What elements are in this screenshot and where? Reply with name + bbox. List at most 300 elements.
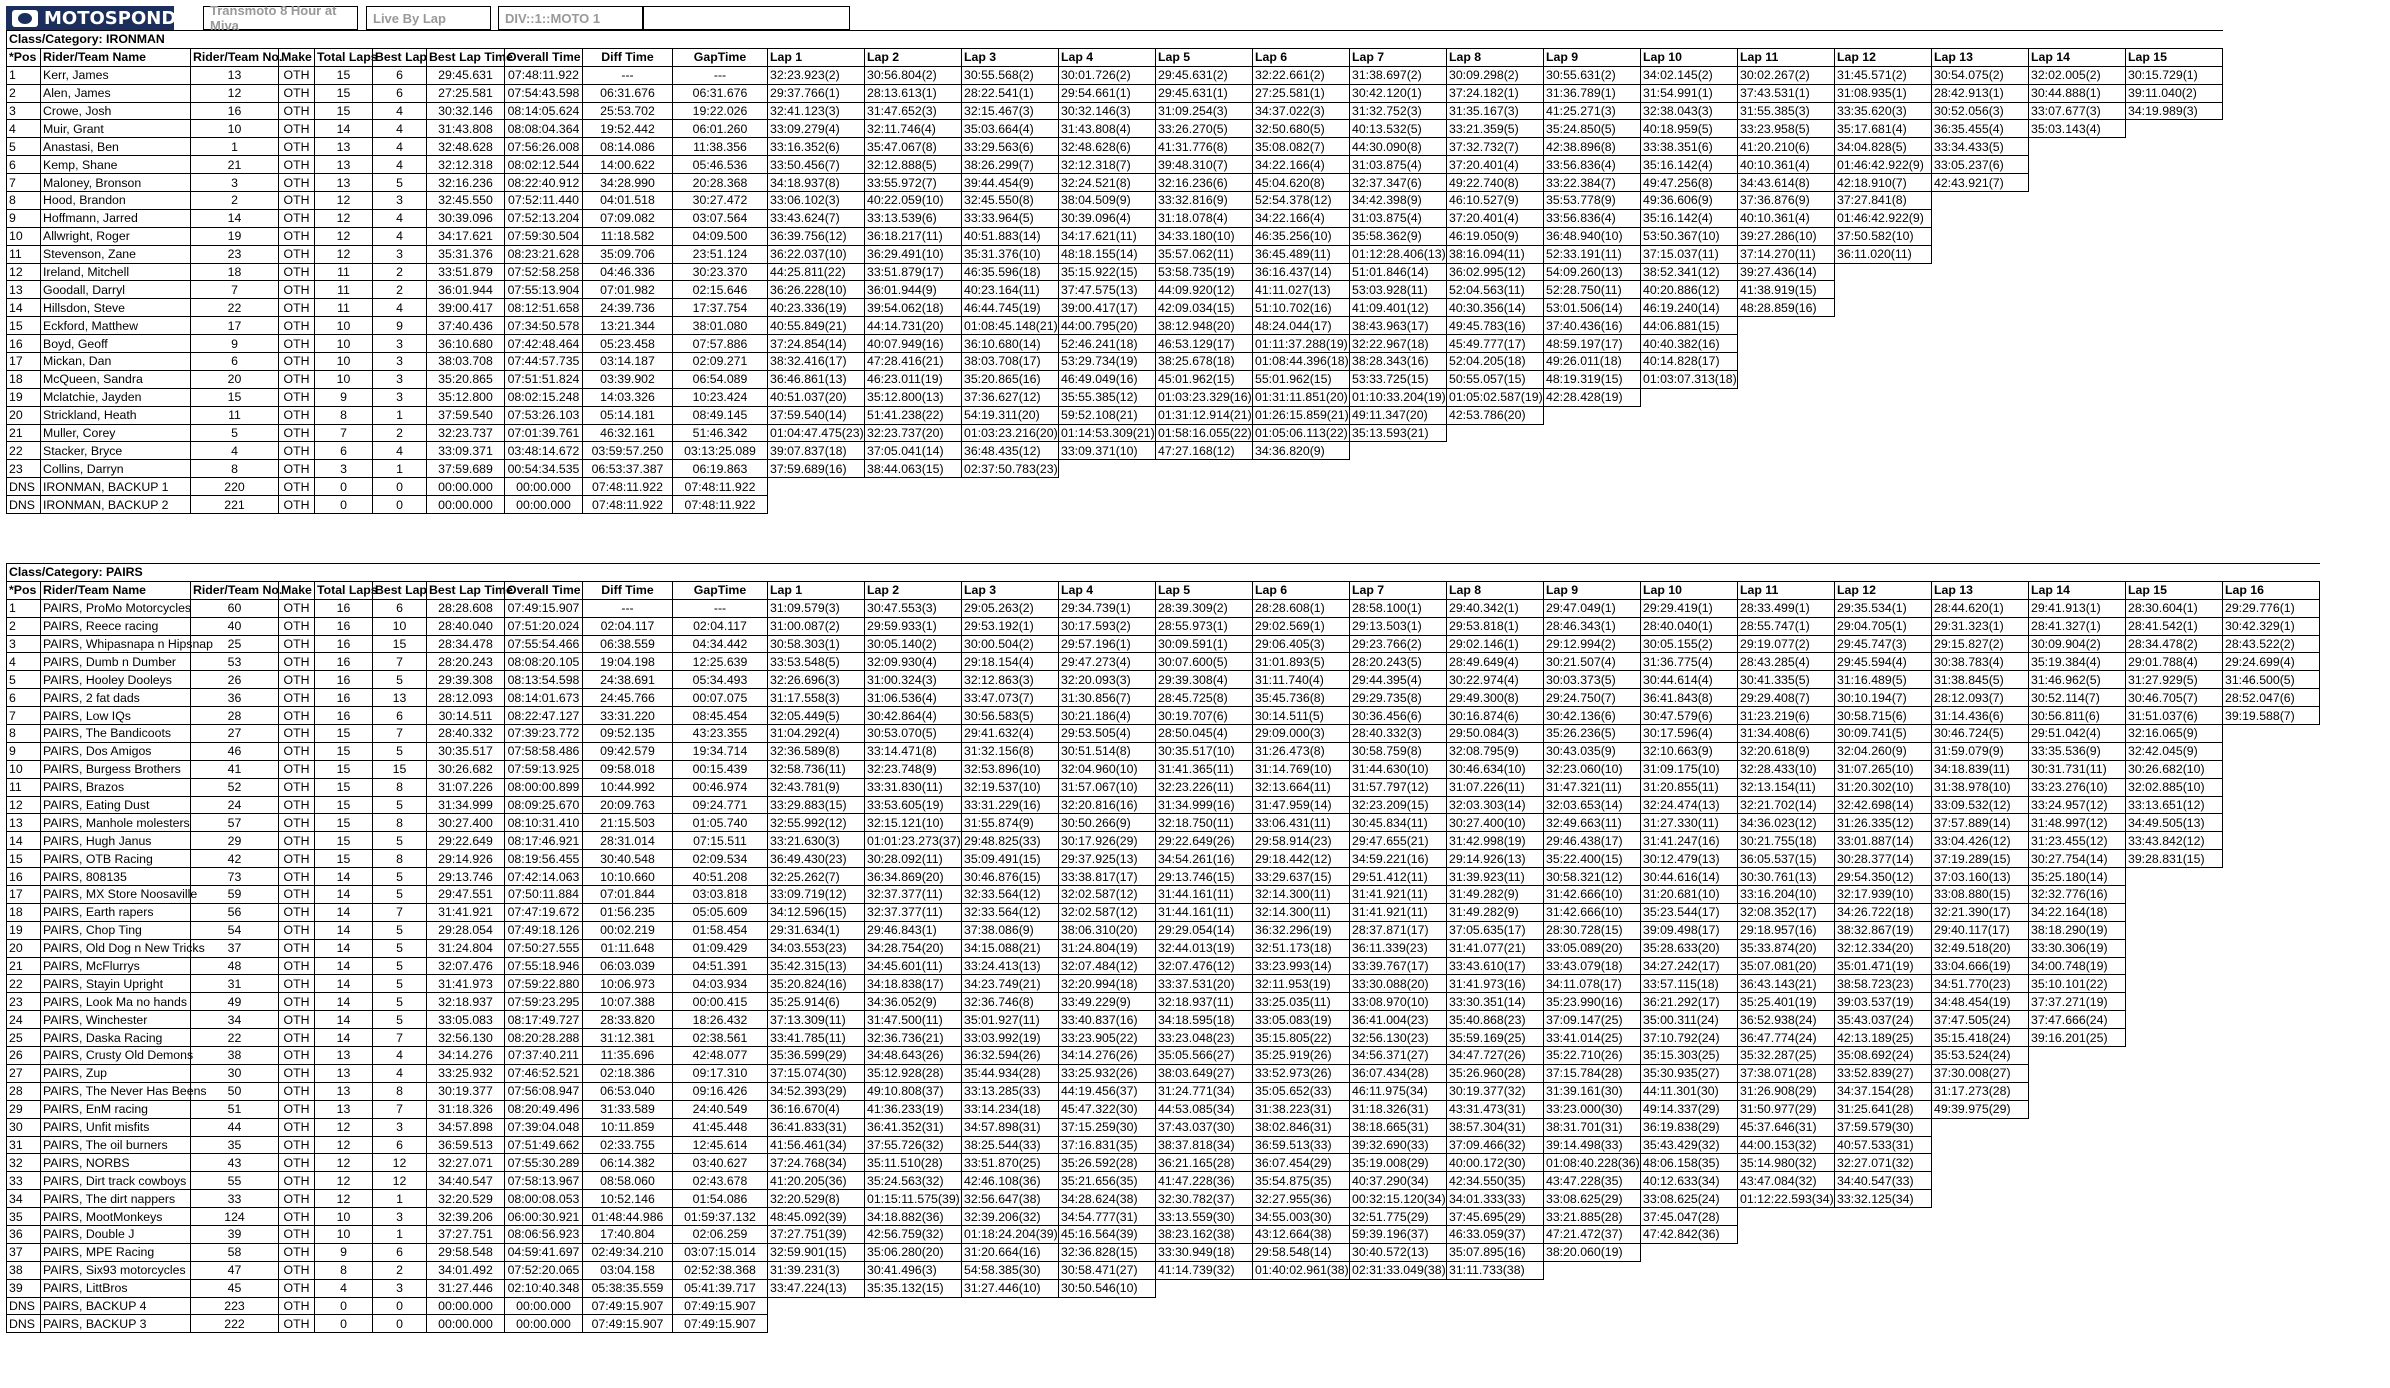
table-row[interactable] [7,689,2320,707]
lap-time: 29:40.117(17) [1932,921,2029,939]
lap-time: 32:16.236(6) [1156,174,1253,192]
result-cell: 12 [315,227,373,245]
table-row[interactable] [7,850,2320,868]
lap-time: 31:50.977(29) [1738,1100,1835,1118]
position: 29 [7,1100,41,1118]
table-row[interactable] [7,653,2320,671]
column-header[interactable]: GapTime [673,581,768,599]
table-row[interactable] [7,1172,2320,1190]
lap-time: 33:21.359(5) [1447,120,1544,138]
result-cell: 19:04.198 [583,653,673,671]
table-row[interactable] [7,1100,2320,1118]
table-row[interactable] [7,192,2223,210]
lap-time: 40:00.172(30) [1447,1154,1544,1172]
result-cell: 00:54:34.535 [505,460,583,478]
table-row[interactable] [7,299,2223,317]
lap-time: 32:33.564(12) [962,886,1059,904]
table-row[interactable] [7,424,2223,442]
lap-time: 29:24.750(7) [1544,689,1641,707]
column-header[interactable]: Diff Time [583,48,673,66]
table-row[interactable] [7,1297,2320,1315]
lap-time: 52:28.750(11) [1544,281,1641,299]
lap-time: 34:22.166(4) [1253,156,1350,174]
table-row[interactable] [7,406,2223,424]
result-cell: 02:04.117 [673,617,768,635]
table-row[interactable] [7,335,2223,353]
lap-time: 37:36.627(12) [962,388,1059,406]
lap-time: 34:02.145(2) [1641,66,1738,84]
lap-header[interactable]: Lap 10 [1641,48,1738,66]
lap-time: 47:27.168(12) [1156,442,1253,460]
table-row[interactable] [7,317,2223,335]
empty-cell [2126,868,2320,886]
lap-header[interactable]: Lap 7 [1350,581,1447,599]
table-row[interactable] [7,1011,2320,1029]
column-header[interactable]: Best Lap Time [427,581,505,599]
table-row[interactable] [7,617,2320,635]
lap-time: 37:05.041(14) [865,442,962,460]
table-row[interactable] [7,671,2320,689]
table-row[interactable] [7,1154,2320,1172]
lap-time: 42:13.189(25) [1835,1029,1932,1047]
position: 1 [7,599,41,617]
lap-time: 32:23.923(2) [768,66,865,84]
table-row[interactable] [7,245,2223,263]
column-header[interactable]: GapTime [673,48,768,66]
table-row[interactable] [7,921,2320,939]
result-cell: --- [583,66,673,84]
result-cell: OTH [279,778,315,796]
lap-time: 31:14.436(6) [1932,707,2029,725]
position: 4 [7,120,41,138]
table-row[interactable] [7,778,2320,796]
column-header[interactable]: Rider/Team Name [41,48,191,66]
lap-time: 32:43.781(9) [768,778,865,796]
table-row[interactable] [7,1029,2320,1047]
table-row[interactable] [7,1082,2320,1100]
lap-header[interactable]: Lap 15 [2126,48,2223,66]
lap-header[interactable]: Lap 9 [1544,48,1641,66]
lap-time: 44:25.811(22) [768,263,865,281]
lap-time: 38:28.343(16) [1350,353,1447,371]
lap-header[interactable]: Lap 10 [1641,581,1738,599]
lap-header[interactable]: Lap 5 [1156,581,1253,599]
table-row[interactable] [7,1225,2320,1243]
table-row[interactable] [7,227,2223,245]
result-cell: 03:07.564 [673,209,768,227]
lap-time: 29:53.192(1) [962,617,1059,635]
result-cell: 07:55:13.904 [505,281,583,299]
result-cell: 29:22.649 [427,832,505,850]
lap-time: 37:59.540(14) [768,406,865,424]
result-cell: 4 [373,442,427,460]
table-row[interactable] [7,388,2223,406]
result-cell: 1 [373,460,427,478]
rider-name: PAIRS, NORBS [41,1154,191,1172]
lap-time: 41:38.919(15) [1738,281,1835,299]
table-row[interactable] [7,707,2320,725]
lap-header[interactable]: Lap 15 [2126,581,2223,599]
column-header[interactable]: Rider/Team Name [41,581,191,599]
lap-header[interactable]: Lap 12 [1835,581,1932,599]
lap-time: 35:42.315(13) [768,957,865,975]
result-cell: 6 [373,707,427,725]
lap-time: 31:07.265(10) [1835,760,1932,778]
result-cell: OTH [279,1225,315,1243]
result-cell: 28:20.243 [427,653,505,671]
lap-time: 49:14.337(29) [1641,1100,1738,1118]
lap-time: 30:46.634(10) [1447,760,1544,778]
lap-time: 31:00.087(2) [768,617,865,635]
table-row[interactable] [7,353,2223,371]
lap-header[interactable]: Lap 12 [1835,48,1932,66]
result-cell: 26 [191,671,279,689]
lap-time: 37:27.841(8) [1835,192,1932,210]
lap-time: 29:50.084(3) [1447,725,1544,743]
division-name[interactable]: DIV::1::MOTO 1 [498,6,643,30]
result-cell: OTH [279,1100,315,1118]
result-cell: 03:48:14.672 [505,442,583,460]
column-header[interactable]: Overall Time [505,48,583,66]
lap-header[interactable]: Lap 6 [1253,48,1350,66]
table-row[interactable] [7,120,2223,138]
result-cell: 220 [191,478,279,496]
lap-time: 35:40.868(23) [1447,1011,1544,1029]
lap-time: 39:48.310(7) [1156,156,1253,174]
empty-cell [2126,1029,2320,1047]
lap-time: 40:23.164(11) [962,281,1059,299]
lap-time: 31:47.321(11) [1544,778,1641,796]
lap-time: 35:15.303(25) [1641,1047,1738,1065]
result-cell: 1 [373,1225,427,1243]
result-cell: 13 [315,174,373,192]
lap-time: 01:03:23.329(16) [1156,388,1253,406]
column-header[interactable]: Best Lap [373,48,427,66]
lap-time: 33:24.957(12) [2029,796,2126,814]
table-row[interactable] [7,496,2223,514]
table-row[interactable] [7,993,2320,1011]
lap-time: 45:49.777(17) [1447,335,1544,353]
table-row[interactable] [7,138,2223,156]
lap-time: 30:02.267(2) [1738,66,1835,84]
rider-name: Crowe, Josh [41,102,191,120]
table-row[interactable] [7,814,2320,832]
lap-time: 33:51.879(17) [865,263,962,281]
lap-time: 31:18.078(4) [1156,209,1253,227]
result-cell: 08:14.086 [583,138,673,156]
lap-time: 37:36.876(9) [1738,192,1835,210]
result-cell: 41 [191,760,279,778]
lap-time: 31:18.326(31) [1350,1100,1447,1118]
lap-time: 30:19.707(6) [1156,707,1253,725]
lap-time: 37:59.579(30) [1835,1118,1932,1136]
lap-time: 30:09.741(5) [1835,725,1932,743]
event-name[interactable]: Transmoto 8 Hour at Miva [203,6,358,30]
lap-time: 30:42.136(6) [1544,707,1641,725]
result-cell: 42:48.077 [673,1047,768,1065]
lap-time: 34:57.898(31) [962,1118,1059,1136]
table-row[interactable] [7,1315,2320,1333]
table-row[interactable] [7,796,2320,814]
lap-time: 49:11.347(20) [1350,406,1447,424]
result-cell: 00:00.000 [427,1297,505,1315]
table-row[interactable] [7,156,2223,174]
lap-time: 46:33.059(37) [1447,1225,1544,1243]
lap-header[interactable]: Lap 8 [1447,48,1544,66]
lap-header[interactable]: Lap 16 [2223,581,2320,599]
lap-time: 42:09.034(15) [1156,299,1253,317]
lap-header[interactable]: Lap 4 [1059,581,1156,599]
lap-time: 34:28.754(20) [865,939,962,957]
lap-header[interactable]: Lap 13 [1932,48,2029,66]
result-cell: 20:28.368 [673,174,768,192]
lap-time: 45:04.620(8) [1253,174,1350,192]
result-cell: 07:42:14.063 [505,868,583,886]
rider-name: Goodall, Darryl [41,281,191,299]
rider-name: PAIRS, Double J [41,1225,191,1243]
lap-time: 33:31.229(16) [962,796,1059,814]
result-cell: 06:53:37.387 [583,460,673,478]
lap-time: 36:11.020(11) [1835,245,1932,263]
column-header[interactable]: Best Lap Time [427,48,505,66]
lap-header[interactable]: Lap 1 [768,48,865,66]
result-cell: OTH [279,1261,315,1279]
result-cell: 38:03.708 [427,353,505,371]
table-row[interactable] [7,1208,2320,1226]
table-row[interactable] [7,868,2320,886]
result-cell: 37:40.436 [427,317,505,335]
column-header[interactable]: Total Laps [315,48,373,66]
result-cell: 07:55:54.466 [505,635,583,653]
lap-time: 31:47.652(3) [865,102,962,120]
lap-time: 39:44.454(9) [962,174,1059,192]
result-cell: 29:58.548 [427,1243,505,1261]
lap-header[interactable]: Lap 3 [962,48,1059,66]
lap-time: 35:19.008(29) [1350,1154,1447,1172]
table-row[interactable] [7,1243,2320,1261]
result-cell: 10:10.660 [583,868,673,886]
lap-time: 36:41.352(31) [865,1118,962,1136]
lap-time: 34:11.078(17) [1544,975,1641,993]
lap-time: 01:05:06.113(22) [1253,424,1350,442]
result-cell: 07:52:13.204 [505,209,583,227]
result-cell: 37:59.540 [427,406,505,424]
lap-time: 34:01.333(33) [1447,1190,1544,1208]
lap-time: 37:32.732(7) [1447,138,1544,156]
lap-header[interactable]: Lap 13 [1932,581,2029,599]
column-header[interactable]: Make [279,581,315,599]
lap-time: 31:06.536(4) [865,689,962,707]
lap-time: 36:05.537(15) [1738,850,1835,868]
table-row[interactable] [7,370,2223,388]
lap-header[interactable]: Lap 3 [962,581,1059,599]
rider-name: PAIRS, The Never Has Beens [41,1082,191,1100]
table-row[interactable] [7,975,2320,993]
rider-name: Mickan, Dan [41,353,191,371]
table-row[interactable] [7,903,2320,921]
column-header[interactable]: Rider/Team No. [191,581,279,599]
lap-time: 34:12.596(15) [768,903,865,921]
result-cell: OTH [279,1190,315,1208]
lap-time: 35:43.037(24) [1835,1011,1932,1029]
column-header[interactable]: Make [279,48,315,66]
result-cell: 37:27.751 [427,1225,505,1243]
lap-header[interactable]: Lap 11 [1738,48,1835,66]
lap-time: 31:38.845(5) [1932,671,2029,689]
lap-time: 30:46.876(15) [962,868,1059,886]
lap-time: 29:02.146(1) [1447,635,1544,653]
result-cell: 06:38.559 [583,635,673,653]
result-cell: --- [673,66,768,84]
result-cell: 09:17.310 [673,1064,768,1082]
lap-time: 32:12.863(3) [962,671,1059,689]
result-cell: 08:17:49.727 [505,1011,583,1029]
lap-time: 42:46.108(36) [962,1172,1059,1190]
table-row[interactable] [7,725,2320,743]
column-header[interactable]: *Pos [7,48,41,66]
result-cell: 5 [373,1011,427,1029]
lap-time: 30:38.783(4) [1932,653,2029,671]
lap-header[interactable]: Lap 11 [1738,581,1835,599]
lap-time: 32:25.262(7) [768,868,865,886]
lap-time: 31:34.408(6) [1738,725,1835,743]
table-row[interactable] [7,742,2320,760]
table-row[interactable] [7,599,2320,617]
lap-time: 34:47.727(26) [1447,1047,1544,1065]
result-cell: 07:49:15.907 [583,1315,673,1333]
lap-time: 35:25.914(6) [768,993,865,1011]
lap-time: 29:35.534(1) [1835,599,1932,617]
table-row[interactable] [7,442,2223,460]
column-header[interactable]: Diff Time [583,581,673,599]
lap-time: 36:45.489(11) [1253,245,1350,263]
lap-time: 35:01.471(19) [1835,957,1932,975]
lap-time: 28:43.522(2) [2223,635,2320,653]
table-row[interactable] [7,1047,2320,1065]
lap-time: 31:44.161(11) [1156,903,1253,921]
table-row[interactable] [7,1118,2320,1136]
table-row[interactable] [7,832,2320,850]
result-cell: 00:00.000 [427,478,505,496]
table-row[interactable] [7,939,2320,957]
lap-time: 37:24.182(1) [1447,84,1544,102]
empty-cell [1932,1190,2320,1208]
lap-time: 01:10:33.204(19) [1350,388,1447,406]
table-row[interactable] [7,1136,2320,1154]
lap-time: 32:03.303(14) [1447,796,1544,814]
lap-time: 33:49.229(9) [1059,993,1156,1011]
lap-time: 32:51.173(18) [1253,939,1350,957]
lap-header[interactable]: Lap 14 [2029,48,2126,66]
table-row[interactable] [7,174,2223,192]
result-cell: 01:48:44.986 [583,1208,673,1226]
table-row[interactable] [7,957,2320,975]
lap-time: 34:54.777(31) [1059,1208,1156,1226]
column-header[interactable]: Best Lap [373,581,427,599]
result-cell: 8 [373,814,427,832]
table-row[interactable] [7,460,2223,478]
lap-header[interactable]: Lap 2 [865,48,962,66]
table-row[interactable] [7,886,2320,904]
result-cell: 00:02.219 [583,921,673,939]
result-cell: 5 [373,796,427,814]
table-row[interactable] [7,66,2223,84]
lap-time: 31:43.808(4) [1059,120,1156,138]
rider-name: PAIRS, LittBros [41,1279,191,1297]
table-row[interactable] [7,263,2223,281]
lap-time: 47:21.472(37) [1544,1225,1641,1243]
result-cell: 02:49:34.210 [583,1243,673,1261]
lap-time: 32:36.828(15) [1059,1243,1156,1261]
lap-header[interactable]: Lap 14 [2029,581,2126,599]
lap-time: 31:23.219(6) [1738,707,1835,725]
lap-time: 31:41.973(16) [1447,975,1544,993]
lap-time: 34:40.547(33) [1835,1172,1932,1190]
lap-time: 38:04.509(9) [1059,192,1156,210]
lap-header[interactable]: Lap 7 [1350,48,1447,66]
column-header[interactable]: *Pos [7,581,41,599]
table-row[interactable] [7,102,2223,120]
lap-time: 44:00.153(32) [1738,1136,1835,1154]
result-cell: 8 [315,406,373,424]
lap-time: 32:22.967(18) [1350,335,1447,353]
table-row[interactable] [7,760,2320,778]
lap-time: 37:24.768(34) [768,1154,865,1172]
lap-time: 30:31.731(11) [2029,760,2126,778]
lap-time: 38:52.341(12) [1641,263,1738,281]
result-cell: 08:17:46.921 [505,832,583,850]
table-row[interactable] [7,1064,2320,1082]
lap-header[interactable]: Lap 5 [1156,48,1253,66]
lap-time: 29:47.273(4) [1059,653,1156,671]
table-row[interactable] [7,1190,2320,1208]
rider-name: PAIRS, EnM racing [41,1100,191,1118]
lap-time: 40:40.382(16) [1641,335,1738,353]
table-row[interactable] [7,1279,2320,1297]
column-header[interactable]: Total Laps [315,581,373,599]
table-row[interactable] [7,478,2223,496]
table-row[interactable] [7,281,2223,299]
view-mode[interactable]: Live By Lap [366,6,491,30]
lap-header[interactable]: Lap 2 [865,581,962,599]
lap-header[interactable]: Lap 8 [1447,581,1544,599]
lap-header[interactable]: Lap 9 [1544,581,1641,599]
column-header[interactable]: Rider/Team No. [191,48,279,66]
result-cell: 07:48:11.922 [583,496,673,514]
lap-time: 43:12.664(38) [1253,1225,1350,1243]
lap-header[interactable]: Lap 1 [768,581,865,599]
result-cell: OTH [279,84,315,102]
column-header[interactable]: Overall Time [505,581,583,599]
lap-time: 30:44.888(1) [2029,84,2126,102]
position: 39 [7,1279,41,1297]
lap-time: 33:24.413(13) [962,957,1059,975]
lap-header[interactable]: Lap 6 [1253,581,1350,599]
lap-time: 48:06.158(35) [1641,1154,1738,1172]
table-row[interactable] [7,635,2320,653]
lap-header[interactable]: Lap 4 [1059,48,1156,66]
table-row[interactable] [7,209,2223,227]
result-cell: 2 [373,263,427,281]
lap-time: 35:15.418(24) [1932,1029,2029,1047]
table-row[interactable] [7,84,2223,102]
empty-cell [2223,742,2320,760]
lap-time: 35:20.824(16) [768,975,865,993]
table-row[interactable] [7,1261,2320,1279]
lap-time: 30:56.583(5) [962,707,1059,725]
empty-cell [1835,263,2223,281]
result-cell: 27 [191,725,279,743]
